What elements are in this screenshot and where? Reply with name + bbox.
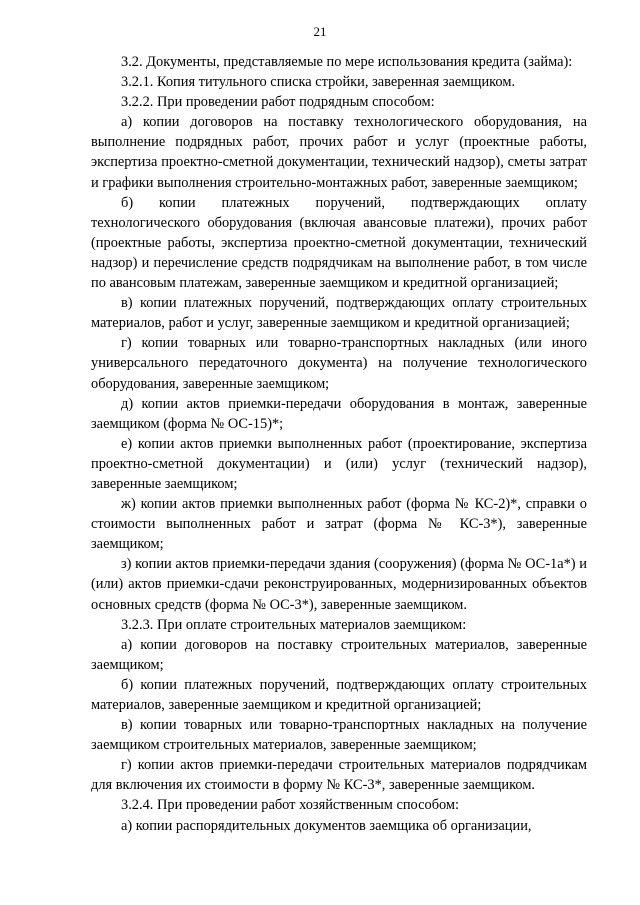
paragraph-3-2-4: 3.2.4. При проведении работ хозяйственным способом:	[121, 797, 460, 814]
paragraph-3-2: 3.2. Документы, представляемые по мере использования кредита (займа):	[121, 54, 573, 70]
list-item-3-2-4-a: а) копии распорядительных документов заемщика об организации,	[121, 817, 532, 834]
list-item-3-2-2-b: б) копии платежных поручений, подтверждающих оплату технологического оборудования (включая авансовые платежи), прочих работ (проектные работы, экспертиза проектно-сметной документации, технический надзор) и перечисление средств подрядчикам на выполнение работ, в том числе по авансовым платежам, заверенные заемщиком и кредитной организацией;	[91, 194, 587, 292]
list-item-3-2-2-z: з) копии актов приемки-передачи здания (сооружения) (форма № ОС-1а*) и (или) актов приемки-сдачи реконструированных, модернизированных объектов основных средств (форма № ОС-3*), заверенные заемщиком.	[91, 556, 587, 613]
list-item-3-2-2-e: е) копии актов приемки выполненных работ (проектирование, экспертиза проектно-сметной документации) и (или) услуг (технический надзор), заверенные заемщиком;	[91, 435, 587, 492]
list-item-3-2-2-a: а) копии договоров на поставку технологического оборудования, на выполнение подрядных работ, прочих работ и услуг (проектные работы, экспертиза проектно-сметной документации, технический надзор), сметы затрат и графики выполнения строительно-монтажных работ, заверенные заемщиком;	[91, 114, 587, 191]
list-item-3-2-2-v: в) копии платежных поручений, подтверждающих оплату строительных материалов, работ и услуг, заверенные заемщиком и кредитной организацией;	[91, 295, 587, 332]
paragraph-3-2-2: 3.2.2. При проведении работ подрядным способом:	[121, 94, 435, 111]
list-item-3-2-3-b: б) копии платежных поручений, подтверждающих оплату строительных материалов, заверенные заемщиком и кредитной организацией;	[91, 676, 587, 713]
list-item-3-2-3-g: г) копии актов приемки-передачи строительных материалов подрядчикам для включения их стоимости в форму № КС-3*, заверенные заемщиком.	[91, 757, 587, 794]
list-item-3-2-2-g: г) копии товарных или товарно-транспортных накладных (или иного универсального передаточного документа) на получение технологического оборудования, заверенные заемщиком;	[91, 335, 587, 392]
list-item-3-2-2-zh: ж) копии актов приемки выполненных работ (форма № КС-2)*, справки о стоимости выполненных работ и затрат (форма № КС-3*), заверенные заемщиком;	[91, 496, 587, 553]
list-item-3-2-2-d: д) копии актов приемки-передачи оборудования в монтаж, заверенные заемщиком (форма № ОС-15)*;	[91, 395, 587, 432]
list-item-3-2-3-a: а) копии договоров на поставку строительных материалов, заверенные заемщиком;	[91, 636, 587, 673]
paragraph-3-2-3: 3.2.3. При оплате строительных материалов заемщиком:	[121, 616, 467, 633]
paragraph-3-2-1: 3.2.1. Копия титульного списка стройки, заверенная заемщиком.	[121, 74, 516, 91]
list-item-3-2-3-v: в) копии товарных или товарно-транспортных накладных на получение заемщиком строительных материалов, заверенные заемщиком;	[91, 717, 587, 754]
page-number: 21	[313, 24, 327, 39]
document-body	[91, 52, 587, 836]
